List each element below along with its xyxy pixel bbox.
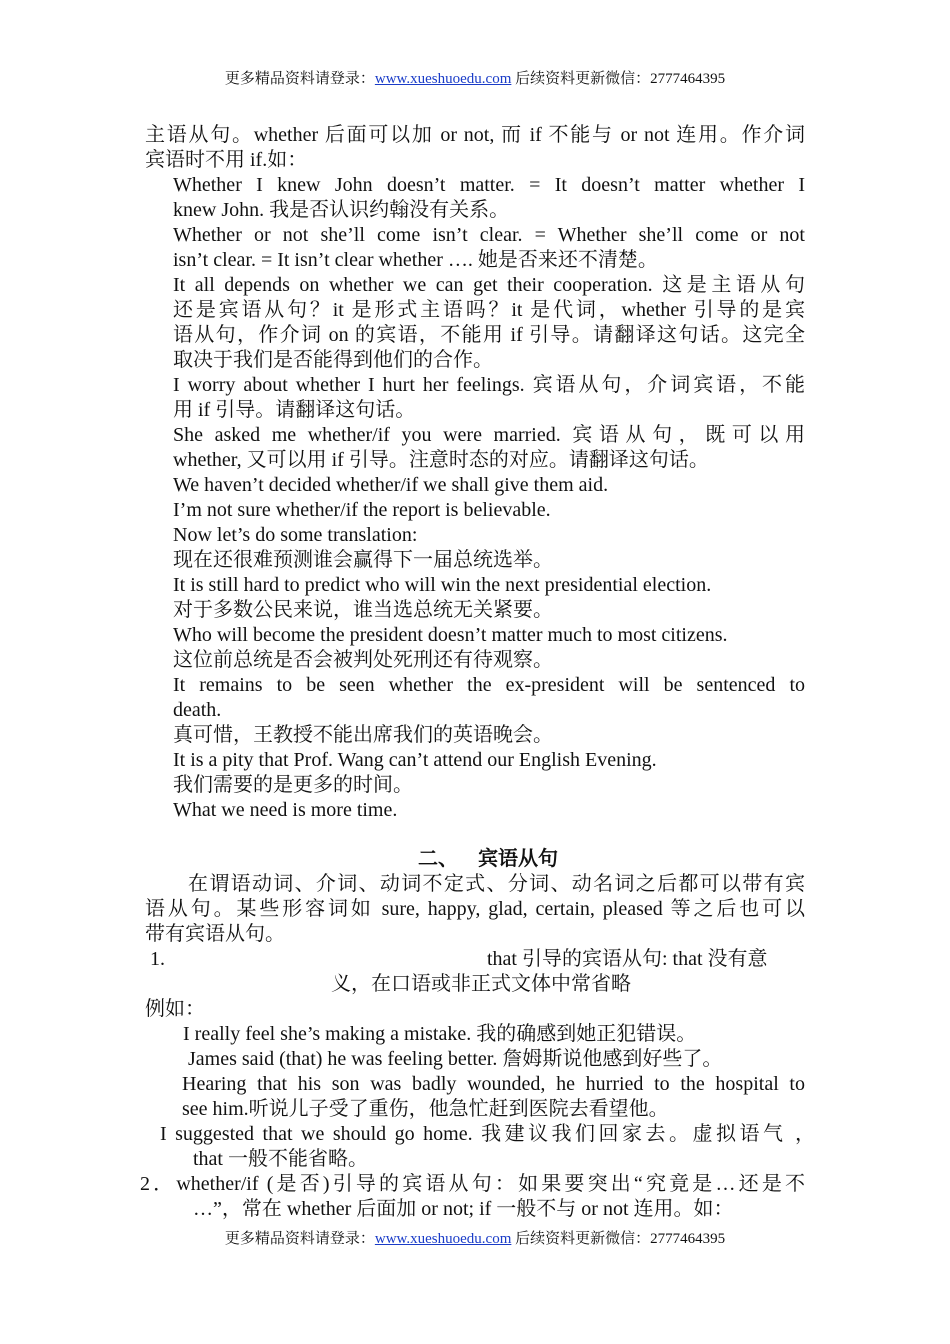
list-number: 1. — [150, 948, 165, 970]
body-line: 取决于我们是否能得到他们的合作。 — [173, 349, 493, 371]
body-line: …”，常在 whether 后面加 or not; if 一般不与 or not 连用。如： — [193, 1198, 734, 1220]
body-line: 带有宾语从句。 — [145, 923, 285, 945]
body-line: see him.听说儿子受了重伤，他急忙赶到医院去看望他。 — [182, 1098, 669, 1120]
body-line: 语从句，作介词 on 的宾语，不能用 if 引导。请翻译这句话。这完全 — [173, 324, 805, 346]
footer-prefix: 更多精品资料请登录： — [224, 1231, 375, 1247]
body-line: 宾语时不用 if.如： — [145, 149, 308, 171]
body-line: It is still hard to predict who will win the next presidential election. — [173, 574, 712, 596]
body-line: 现在还很难预测谁会赢得下一届总统选举。 — [173, 549, 553, 571]
section-heading: 二、 宾语从句 — [418, 848, 558, 870]
body-line: that 一般不能省略。 — [193, 1148, 368, 1170]
body-line: Whether I knew John doesn’t matter. = It doesn’t matter whether I — [173, 174, 805, 196]
footer-suffix: 后续资料更新微信：2777464395 — [515, 1231, 726, 1247]
body-line: that 引导的宾语从句: that 没有意 — [487, 948, 768, 970]
body-line: Now let’s do some translation: — [173, 524, 418, 546]
body-line: I really feel she’s making a mistake. 我的确感到她正犯错误。 — [183, 1023, 697, 1045]
body-line: Hearing that his son was badly wounded, he hurried to the hospital to — [182, 1073, 805, 1095]
body-line: I’m not sure whether/if the report is believable. — [173, 499, 551, 521]
body-line: What we need is more time. — [173, 799, 398, 821]
body-line: Whether or not she’ll come isn’t clear. = Whether she’ll come or not — [173, 224, 805, 246]
body-line: 主语从句。whether 后面可以加 or not, 而 if 不能与 or not 连用。作介词 — [145, 124, 805, 146]
body-line: 义，在口语或非正式文体中常省略 — [331, 973, 631, 995]
body-line: I suggested that we should go home. 我建议我们回家去。虚拟语气 ， — [160, 1123, 815, 1145]
body-line: isn’t clear. = It isn’t clear whether …. 她是否来还不清楚。 — [173, 249, 658, 271]
page-header — [0, 67, 950, 88]
body-line: death. — [173, 699, 222, 721]
body-line: I worry about whether I hurt her feelings. 宾语从句，介词宾语，不能 — [173, 374, 805, 396]
body-line: 这位前总统是否会被判处死刑还有待观察。 — [173, 649, 553, 671]
body-line: James said (that) he was feeling better. 詹姆斯说他感到好些了。 — [188, 1048, 723, 1070]
body-line: 还是宾语从句？it 是形式主语吗？it 是代词，whether 引导的是宾 — [173, 299, 805, 321]
body-line: 对于多数公民来说，谁当选总统无关紧要。 — [173, 599, 553, 621]
body-line: knew John. 我是否认识约翰没有关系。 — [173, 199, 510, 221]
header-prefix: 更多精品资料请登录： — [224, 71, 375, 87]
body-line: We haven’t decided whether/if we shall give them aid. — [173, 474, 609, 496]
body-line: 真可惜，王教授不能出席我们的英语晚会。 — [173, 724, 553, 746]
footer-link[interactable]: www.xueshuoedu.com — [374, 1231, 512, 1247]
body-line: 我们需要的是更多的时间。 — [173, 774, 413, 796]
header-suffix: 后续资料更新微信：2777464395 — [515, 71, 726, 87]
body-line: Who will become the president doesn’t matter much to most citizens. — [173, 624, 728, 646]
body-line: It is a pity that Prof. Wang can’t attend our English Evening. — [173, 749, 657, 771]
body-line: It remains to be seen whether the ex-president will be sentenced to — [173, 674, 805, 696]
body-line: 在谓语动词、介词、动词不定式、分词、动名词之后都可以带有宾 — [188, 873, 805, 895]
body-line: It all depends on whether we can get their cooperation. 这是主语从句 — [173, 274, 805, 296]
body-line: 语从句。某些形容词如 sure, happy, glad, certain, pleased 等之后也可以 — [145, 898, 805, 920]
page-footer — [0, 1227, 950, 1248]
header-link[interactable]: www.xueshuoedu.com — [374, 71, 512, 87]
body-line: whether, 又可以用 if 引导。注意时态的对应。请翻译这句话。 — [173, 449, 709, 471]
body-line: 用 if 引导。请翻译这句话。 — [173, 399, 416, 421]
body-line: She asked me whether/if you were married. 宾语从句，既可以用 — [173, 424, 805, 446]
body-line: 2．whether/if (是否)引导的宾语从句：如果要突出“究竟是…还是不 — [140, 1173, 805, 1195]
body-line: 例如： — [145, 998, 205, 1020]
